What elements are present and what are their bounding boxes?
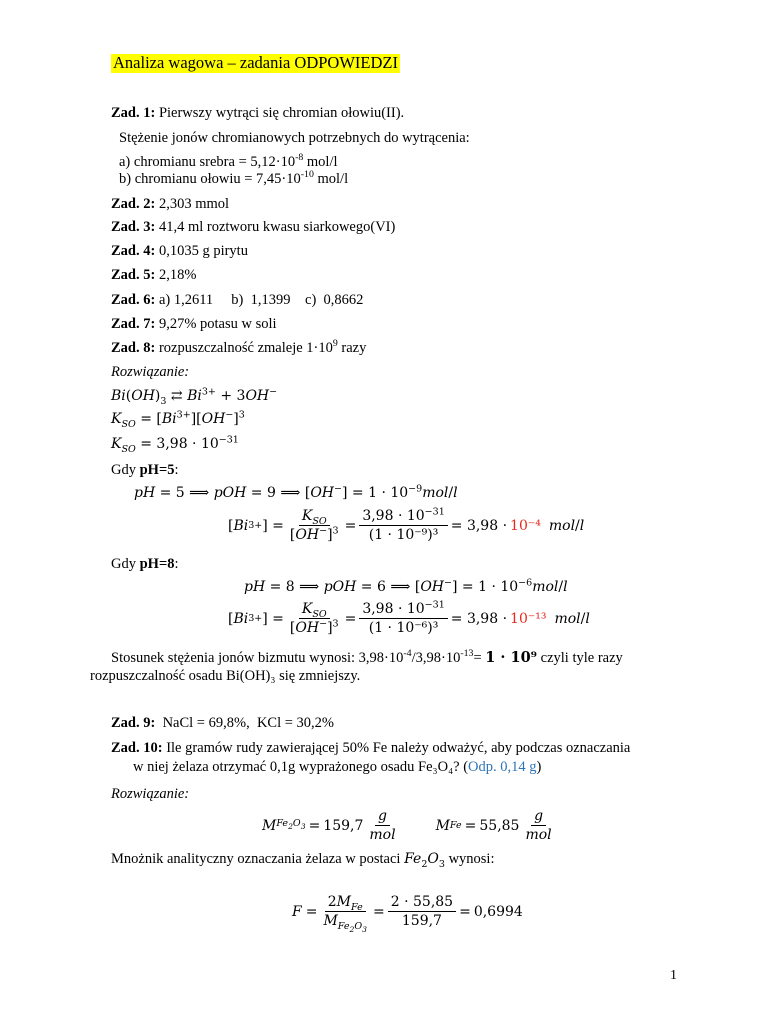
equation-ph5-bismuth: [ Bi 3+ ] = $\frac{K_{SO}}{[OH^-]^3}$ = $\frac{3,98 \cdot 10^{-31}}{\text{(1 · 10⁻⁹)³}}$ = 3,98 · 10⁻⁴ mol / l: [228, 506, 585, 544]
page-title: Analiza wagowa – zadania ODPOWIEDZI: [113, 53, 398, 72]
result-exponent: 10⁻⁴: [510, 517, 541, 534]
task-6: Zad. 6: a) 1,2611 b) 1,1399 c) 0,8662: [111, 292, 364, 308]
task-4: Zad. 4: 0,1035 g pirytu: [111, 243, 248, 259]
task-7: Zad. 7: 9,27% potasu w soli: [111, 316, 277, 332]
task-3: Zad. 3: 41,4 ml roztworu kwasu siarkowego(VI): [111, 219, 396, 235]
equation-ksp-definition: $K_{SO} = [Bi^{3+}][OH^-]^3$: [111, 409, 245, 430]
task-1: [111, 105, 404, 122]
ratio-line-1: Stosunek stężenia jonów bizmutu wynosi: $3,98\cdot 10^{-4}/3,98\cdot 10^{-13}= 1 \cdot 10^9$ czyli tyle razy: [111, 648, 623, 666]
task-label: Zad. 1:: [111, 105, 156, 121]
solution-heading: Rozwiązanie:: [111, 786, 190, 802]
equation-ph5-oh: pH = 5 ⟹ pOH = 9 ⟹ $[OH^-] = 1 \cdot 10^{-9}mol/l$: [134, 483, 458, 501]
result-exponent: 10⁻¹³: [510, 610, 547, 627]
equation-dissociation: $Bi(OH)_3$ ⇄ $Bi^{3+} + 3OH^-$: [111, 386, 278, 407]
task-10: Zad. 10: Ile gramów rudy zawierającej 50% Fe należy odważyć, aby podczas oznaczania: [111, 740, 631, 756]
solution-heading: Rozwiązanie:: [111, 364, 190, 380]
answer-link: Odp. 0,14 g: [468, 759, 537, 775]
task-1-item-b: b) chromianu ołowiu = $7,45\cdot 10^{-10}$ mol/l: [119, 169, 349, 187]
task-8: Zad. 8: rozpuszczalność zmaleje $1\cdot 10^9$ razy: [111, 338, 367, 356]
equation-ph8-bismuth: [ Bi 3+ ] = $\frac{K_{SO}}{[OH^-]^3}$ = $\frac{3,98 \cdot 10^{-31}}{\text{(1 · 10⁻⁶)³}}$ = 3,98 · 10⁻¹³ mol / l: [228, 599, 590, 637]
ratio-line-2: rozpuszczalność osadu Bi(OH)₃ się zmniejszy.: [90, 668, 361, 684]
task-1-item-a: a) chromianu srebra = $5,12\cdot 10^{-8}$ mol/l: [119, 152, 338, 170]
task-5: Zad. 5: 2,18%: [111, 267, 197, 283]
task-1-intro: Stężenie jonów chromianowych potrzebnych do wytrącenia:: [119, 130, 470, 146]
equation-molar-masses: M $Fe_2O_3$ = 159,7 $\frac{g}{\text{mol}}$ M Fe = 55,85 $\frac{g}{\text{mol}}$: [262, 808, 552, 844]
condition-ph8: Gdy pH=8:: [111, 556, 179, 572]
page-number: 1: [670, 968, 677, 983]
factor-description: Mnożnik analityczny oznaczania żelaza w postaci $Fe_2O_3$ wynosi:: [111, 851, 495, 870]
task-answer: Pierwszy wytrąci się chromian ołowiu(II).: [155, 105, 405, 121]
equation-analytical-factor: F = $\frac{2M_{Fe}}{M_{Fe_2O_3}}$ = $\frac{2 \cdot 55,85}{159,7}$ = 0,6994: [292, 894, 523, 934]
equation-ksp-value: $K_{SO} = 3,98 \cdot 10^{-31}$: [111, 434, 239, 455]
condition-ph5: Gdy pH=5:: [111, 462, 179, 478]
task-9: Zad. 9: NaCl = 69,8%, KCl = 30,2%: [111, 715, 334, 731]
equation-ph8-oh: pH = 8 ⟹ pOH = 6 ⟹ $[OH^-] = 1 \cdot 10^{-6}mol/l$: [244, 577, 568, 595]
task-10-line-2: w niej żelaza otrzymać 0,1g wyprażonego osadu Fe₃O₄? (Odp. 0,14 g): [133, 759, 542, 775]
task-2: Zad. 2: 2,303 mmol: [111, 196, 230, 212]
